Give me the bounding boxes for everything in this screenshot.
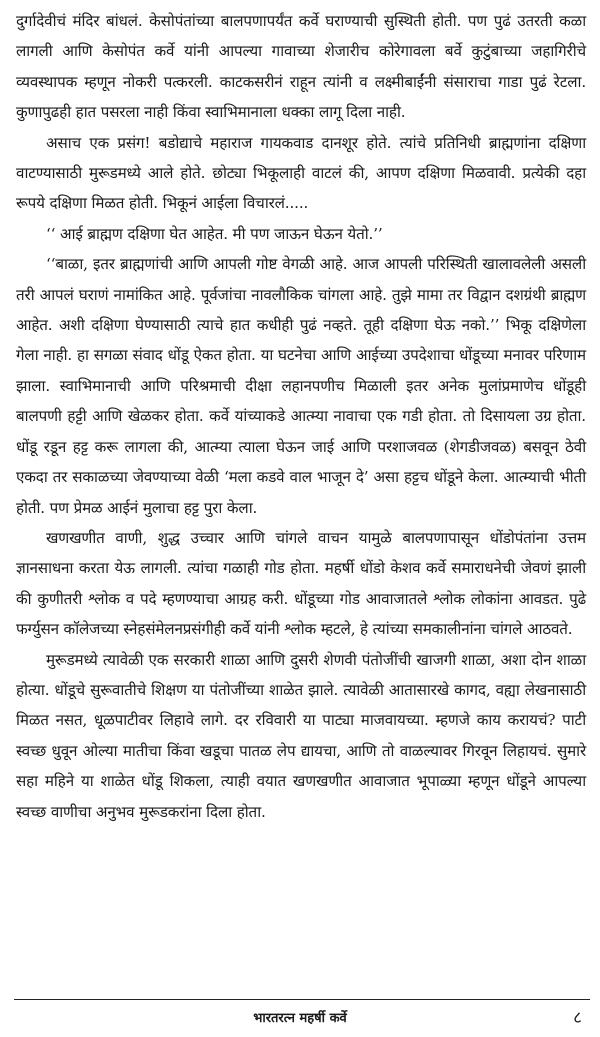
body-text [16, 6, 586, 827]
paragraph: दुर्गादेवीचं मंदिर बांधलं. केसोपंतांच्या बालपणापर्यंत कर्वे घराण्याची सुस्थिती होती. पण पुढं उतरती कळा लागली आणि केसोपंत कर्वे यांनी आपल्या गावाच्या शेजारीच कोरेगावला बर्वे कुटुंबाच्या जहागिरीचे व्यवस्थापक म्हणून नोकरी पत्करली. काटकसरीनं राहून त्यांनी व लक्ष्मीबाईंनी संसाराचा गाडा पुढं रेटला. कुणापुढही हात पसरला नाही किंवा स्वाभिमानाला धक्का लागू दिला नाही. [16, 12, 586, 122]
page-number: ८ [573, 1008, 582, 1028]
footer-divider [14, 999, 590, 1000]
quoted-paragraph: ‘‘ आई ब्राह्मण दक्षिणा घेत आहेत. मी पण जाऊन घेऊन येतो.’’ [46, 224, 383, 243]
book-title: भारतरत्न महर्षी कर्वे [253, 1011, 347, 1026]
paragraph: असाच एक प्रसंग! बडोद्याचे महाराज गायकवाड दानशूर होते. त्यांचे प्रतिनिधी ब्राह्मणांना दक्षिणा वाटण्यासाठी मुरूडमध्ये आले होते. छोट्या भिकूलाही वाटलं की, आपण दक्षिणा मिळवावी. प्रत्येकी दहा रूपये दक्षिणा मिळत होती. भिकूनं आईला विचारलं..... [16, 133, 586, 213]
paragraph: खणखणीत वाणी, शुद्ध उच्चार आणि चांगले वाचन यामुळे बालपणापासून धोंडोपंतांना उत्तम ज्ञानसाधना करता येऊ लागली. त्यांचा गळाही गोड होता. महर्षी धोंडो केशव कर्वे समाराधनेची जेवणं झाली की कुणीतरी श्लोक व पदे म्हणण्याचा आग्रह करी. धोंडूच्या गोड आवाजातले श्लोक लोकांना आवडत. पुढे फर्ग्युसन कॉलेजच्या स्नेहसंमेलनप्रसंगीही कर्वे यांनी श्लोक म्हटले, हे त्यांच्या समकालीनांना चांगले आठवते. [16, 528, 586, 639]
paragraph: ‘‘बाळा, इतर ब्राह्मणांची आणि आपली गोष्ट वेगळी आहे. आज आपली परिस्थिती खालावलेली असली तरी आपलं घराणं नामांकित आहे. पूर्वजांचा नावलौकिक चांगला आहे. तुझे मामा तर विद्वान दशग्रंथी ब्राह्मण आहेत. अशी दक्षिणा घेण्यासाठी त्याचे हात कधीही पुढं नव्हते. तूही दक्षिणा घेऊ नको.’’ भिकू दक्षिणेला गेला नाही. हा सगळा संवाद धोंडू ऐकत होता. या घटनेचा आणि आईच्या उपदेशाचा धोंडूच्या मनावर परिणाम झाला. स्वाभिमानाची आणि परिश्रमाची दीक्षा लहानपणीच मिळाली इतर अनेक मुलांप्रमाणेच धोंडूही बालपणी हट्टी आणि खेळकर होता. कर्वे यांच्याकडे आत्म्या नावाचा एक गडी होता. तो दिसायला उग्र होता. धोंडू रडून हट्ट करू लागला की, आत्म्या त्याला घेऊन जाई आणि परशाजवळ (शेगडीजवळ) बसवून ठेवी एकदा तर सकाळच्या जेवण्याच्या वेळी ‘मला कडवे वाल भाजून दे’ असा हट्टच धोंडूने केला. आत्म्याची भीती होती. पण प्रेमळ आईनं मुलाचा हट्ट पुरा केला. [16, 255, 586, 517]
paragraph: मुरूडमध्ये त्यावेळी एक सरकारी शाळा आणि दुसरी शेणवी पंतोजींची खाजगी शाळा, अशा दोन शाळा होत्या. धोंडूचे सुरूवातीचे शिक्षण या पंतोजींच्या शाळेत झाले. त्यावेळी आतासारखे कागद, वह्या लेखनासाठी मिळत नसत, धूळपाटीवर लिहावे लागे. दर रविवारी या पाट्या माजवायच्या. म्हणजे काय करायचं? पाटी स्वच्छ धुवून ओल्या मातीचा किंवा खडूचा पातळ लेप द्यायचा, आणि तो वाळल्यावर गिरवून लिहायचं. सुमारे सहा महिने या शाळेत धोंडू शिकला, त्याही वयात खणखणीत आवाजात भूपाळ्या म्हणून धोंडूने आपल्या स्वच्छ वाणीचा अनुभव मुरूडकरांना दिला होता. [16, 650, 586, 821]
page-footer [0, 1008, 600, 1030]
